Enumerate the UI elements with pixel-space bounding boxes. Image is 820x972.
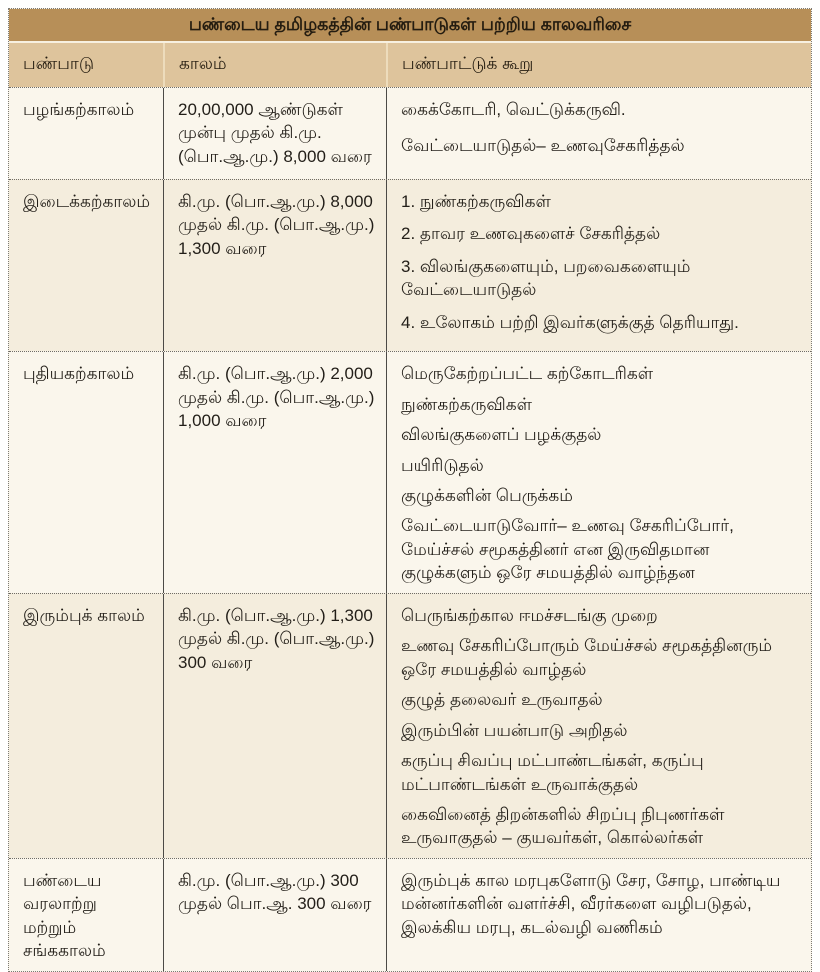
period-cell: கி.மு. (பொ.ஆ.மு.) 300 முதல் பொ.ஆ. 300 வரை <box>163 859 386 971</box>
period-cell: கி.மு. (பொ.ஆ.மு.) 1,300 முதல் கி.மு. (பொ.ஆ.மு.) 300 வரை <box>163 594 386 858</box>
column-header-period: காலம் <box>163 43 386 87</box>
features-cell <box>386 88 811 179</box>
features-cell <box>386 859 811 971</box>
feature-line: பெருங்கற்கால ஈமச்சடங்கு முறை <box>401 605 658 625</box>
table-row <box>9 858 811 971</box>
table-row <box>9 179 811 351</box>
period-cell: கி.மு. (பொ.ஆ.மு.) 2,000 முதல் கி.மு. (பொ.ஆ.மு.) 1,000 வரை <box>163 352 386 593</box>
feature-line: கைவினைத் திறன்களில் சிறப்பு நிபுணர்கள் உருவாகுதல் – குயவர்கள், கொல்லர்கள் <box>401 804 725 848</box>
table-row <box>9 593 811 858</box>
feature-line: 3. விலங்குகளையும், பறவைகளையும் வேட்டையாடுதல் <box>401 256 691 300</box>
column-header-cultural-feature: பண்பாட்டுக் கூறு <box>386 43 811 87</box>
culture-cell: பண்டைய வரலாற்று மற்றும் சங்ககாலம் <box>23 870 106 961</box>
feature-line: 1. நுண்கற்கருவிகள் <box>401 191 551 211</box>
table-row <box>9 351 811 593</box>
column-header-culture: பண்பாடு <box>23 54 94 73</box>
culture-cell: இடைக்கற்காலம் <box>23 191 151 211</box>
feature-line: இரும்பின் பயன்பாடு அறிதல் <box>401 720 628 740</box>
feature-line: குழுக்களின் பெருக்கம் <box>401 485 573 505</box>
feature-line: குழுத் தலைவர் உருவாதல் <box>401 690 603 710</box>
culture-cell: புதியகற்காலம் <box>23 364 135 384</box>
feature-line: மெருகேற்றப்பட்ட கற்கோடரிகள் <box>401 364 654 384</box>
table-header <box>9 43 811 87</box>
feature-line: 2. தாவர உணவுகளைச் சேகரித்தல் <box>401 224 661 244</box>
table-body <box>9 87 811 971</box>
feature-line: உணவு சேகரிப்போரும் மேய்ச்சல் சமூகத்தினரும் ஒரே சமயத்தில் வாழ்தல் <box>401 636 773 679</box>
features-cell <box>386 594 811 858</box>
feature-line: கைக்கோடரி, வெட்டுக்கருவி. <box>401 100 626 119</box>
table-row <box>9 87 811 179</box>
features-cell <box>386 352 811 593</box>
feature-line: பயிரிடுதல் <box>401 455 484 475</box>
feature-line: நுண்கற்கருவிகள் <box>401 394 532 414</box>
feature-line: வேட்டையாடுதல்– உணவுசேகரித்தல் <box>401 136 685 156</box>
period-cell: கி.மு. (பொ.ஆ.மு.) 8,000 முதல் கி.மு. (பொ.ஆ.மு.) 1,300 வரை <box>163 180 386 351</box>
chronology-table <box>8 8 812 972</box>
feature-line: வேட்டையாடுவோர்– உணவு சேகரிப்போர், மேய்ச்சல் சமூகத்தினர் என இருவிதமான குழுக்களும் ஒரே சமயத்தில் வாழ்ந்தன <box>401 516 734 583</box>
features-cell <box>386 180 811 351</box>
culture-cell: இரும்புக் காலம் <box>23 605 145 625</box>
feature-line: கருப்பு சிவப்பு மட்பாண்டங்கள், கருப்பு மட்பாண்டங்கள் உருவாக்குதல் <box>401 751 704 794</box>
feature-line: விலங்குகளைப் பழக்குதல் <box>401 425 602 445</box>
period-cell: 20,00,000 ஆண்டுகள் முன்பு முதல் கி.மு. (பொ.ஆ.மு.) 8,000 வரை <box>163 88 386 179</box>
culture-cell: பழங்கற்காலம் <box>23 100 135 119</box>
feature-line: 4. உலோகம் பற்றி இவர்களுக்குத் தெரியாது. <box>401 312 739 332</box>
feature-line: இரும்புக் கால மரபுகளோடு சேர, சோழ, பாண்டிய மன்னர்களின் வளர்ச்சி, வீரர்களை வழிபடுதல், இலக்கிய மரபு, கடல்வழி வணிகம் <box>401 870 781 937</box>
table-title: பண்டைய தமிழகத்தின் பண்பாடுகள் பற்றிய காலவரிசை <box>9 9 811 43</box>
